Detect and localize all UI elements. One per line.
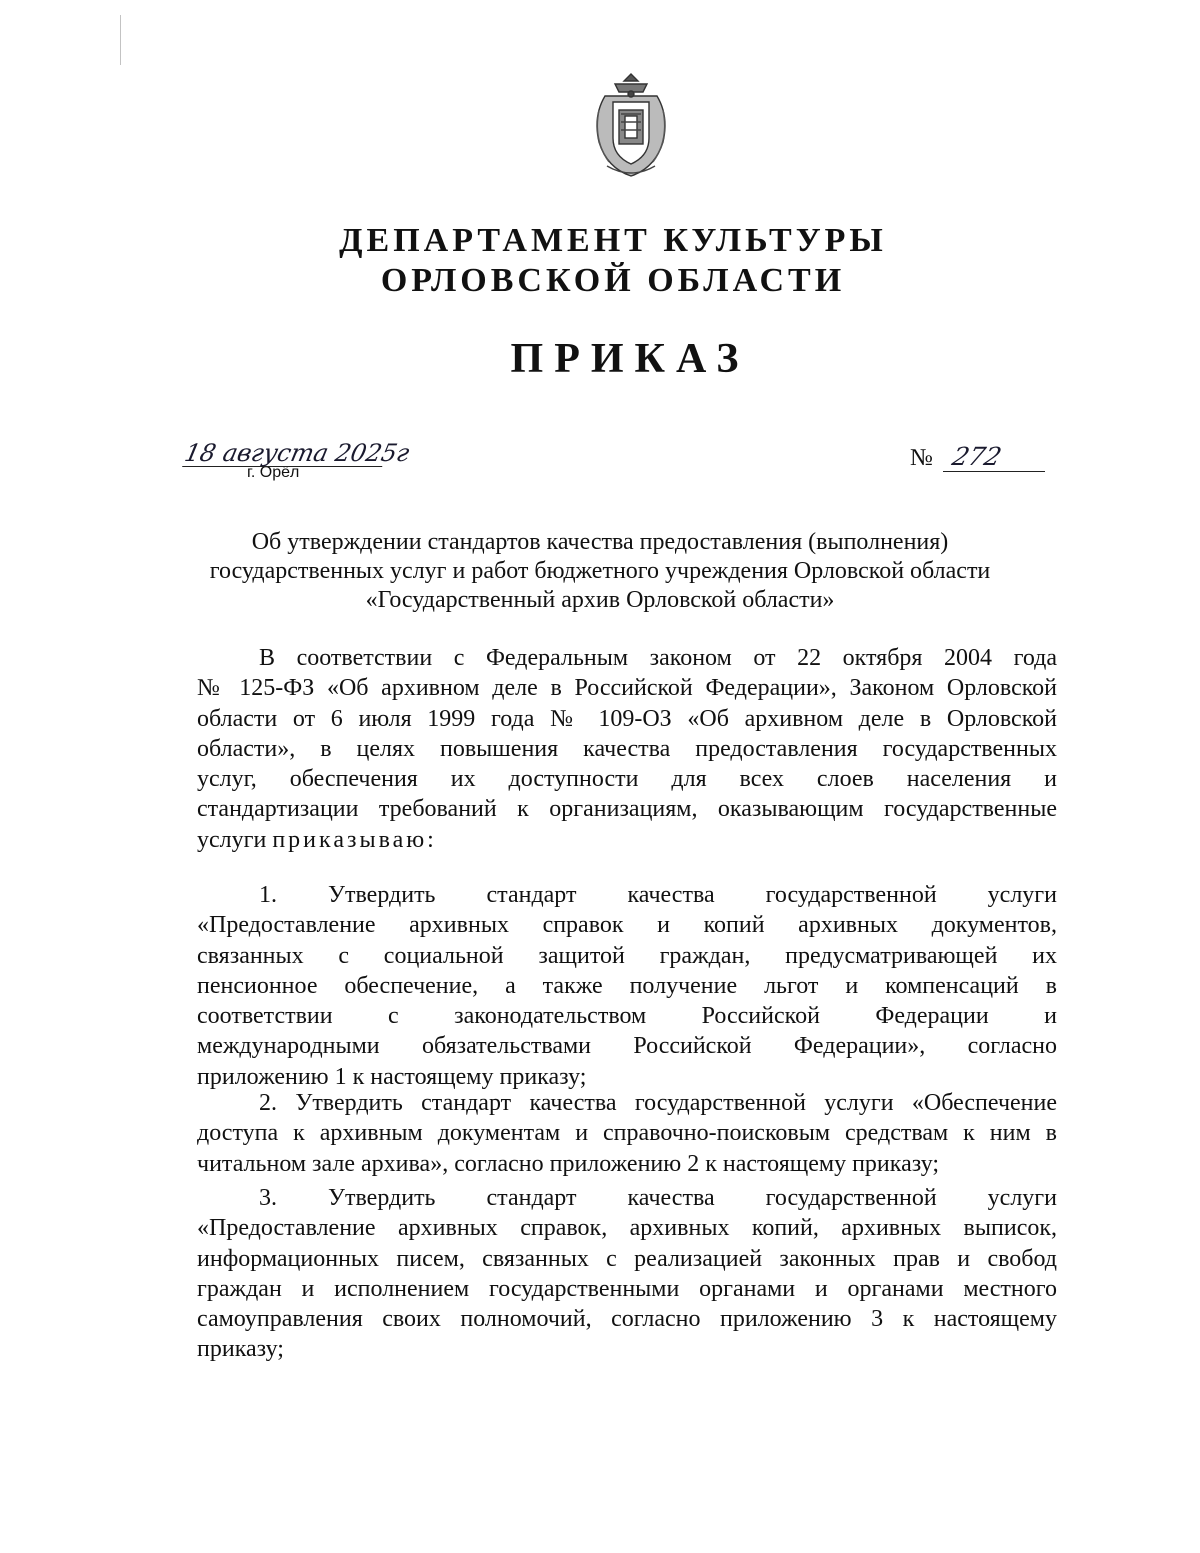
text-line: связанных с социальной защитой граждан, предусматривающей их [197,942,1057,969]
order-item-2 [197,1088,1057,1179]
text-line: 1. Утвердить стандарт качества государственной услуги [259,882,1057,908]
order-item-3 [197,1183,1057,1365]
subject-line: Об утверждении стандартов качества предоставления (выполнения) [251,529,949,555]
text-line: «Предоставление архивных справок, архивных копий, архивных выписок, [197,1215,1057,1242]
handwritten-date: 18 августа 2025г [182,439,412,467]
text-line: области от 6 июля 1999 года № 109-ОЗ «Об архивном деле в Орловской [197,705,1057,732]
number-line [943,441,1045,472]
coat-of-arms-icon [585,70,677,182]
text-line: соответствии с законодательством Российской Федерации и [197,1003,1057,1030]
text-line: самоуправления своих полномочий, согласно приложению 3 к настоящему [197,1306,1057,1333]
order-subject [150,528,1050,615]
text-line: доступа к архивным документам и справочно-поисковым средствам к ним в [197,1120,1057,1147]
text-line: 3. Утвердить стандарт качества государственной услуги [259,1185,1057,1211]
text-line: «Предоставление архивных справок и копий архивных документов, [197,912,1057,939]
document-type-title: ПРИКАЗ [510,336,750,382]
city-label: г. Орёл [247,464,300,481]
text-line: граждан и исполнением государственными органами и органами местного [197,1275,1057,1302]
department-name-line2: ОРЛОВСКОЙ ОБЛАСТИ [380,262,846,299]
text-line: приложению 1 к настоящему приказу; [197,1063,587,1090]
date-block [182,439,412,482]
text-line: области», в целях повышения качества предоставления государственных [197,735,1057,762]
text-line: стандартизации требований к организациям, оказывающим государственные [197,796,1057,823]
department-name-line1: ДЕПАРТАМЕНТ КУЛЬТУРЫ [339,222,887,259]
text-line [197,825,1057,855]
order-verb: приказываю: [272,826,437,853]
subject-line: «Государственный архив Орловской области» [365,587,835,613]
text-line: пенсионное обеспечение, а также получение льгот и компенсаций в [197,972,1057,999]
handwritten-number: 272 [949,442,1005,471]
scan-artifact [120,15,121,65]
subject-line: государственных услуг и работ бюджетного учреждения Орловской области [209,558,991,584]
text-line: международными обязательствами Российской Федерации», согласно [197,1033,1057,1060]
number-label: № [910,445,933,471]
number-block [910,441,1050,472]
text-line: В соответствии с Федеральным законом от 22 октября 2004 года [259,645,1057,671]
preamble-paragraph [197,643,1057,855]
order-prefix: услуги [197,826,273,853]
text-line: информационных писем, связанных с реализацией законных прав и свобод [197,1245,1057,1272]
text-line: услуг, обеспечения их доступности для всех слоев населения и [197,766,1057,793]
text-line: № 125-ФЗ «Об архивном деле в Российской Федерации», Законом Орловской [197,675,1057,702]
text-line: приказу; [197,1336,284,1363]
text-line: читальном зале архива», согласно приложению 2 к настоящему приказу; [197,1150,940,1177]
text-line: 2. Утвердить стандарт качества государственной услуги «Обеспечение [259,1090,1057,1116]
order-item-1 [197,880,1057,1092]
